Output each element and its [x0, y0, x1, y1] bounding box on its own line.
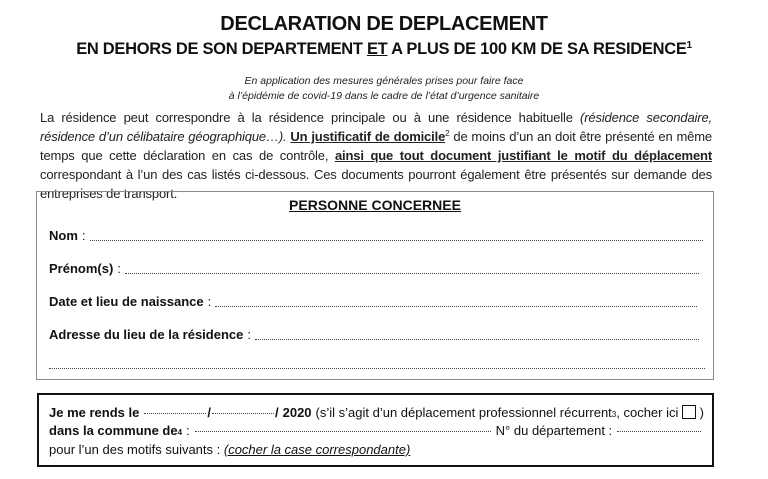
prenom-field[interactable]: [49, 260, 699, 278]
justificatif-motif: ainsi que tout document justifiant le motif du déplacement: [334, 148, 713, 163]
recurrent-text: (s’il s’agit d’un déplacement professionnel récurrent: [315, 405, 612, 420]
motifs-hint: (cocher la case correspondante): [223, 442, 411, 457]
departement-label: N° du département :: [495, 423, 613, 438]
adresse-input-line2[interactable]: [49, 367, 705, 369]
field-separator: :: [247, 327, 251, 342]
motifs-row: [49, 441, 704, 459]
date-label: Je me rends le: [49, 405, 140, 420]
motifs-text: pour l’un des motifs suivants :: [49, 442, 224, 457]
commune-separator: :: [186, 423, 190, 438]
subtitle-underlined: ET: [366, 40, 388, 58]
year-value: 2020: [282, 405, 312, 420]
footnote-ref: 2: [445, 129, 450, 138]
recurrent-checkbox[interactable]: [682, 405, 695, 419]
subtitle-part2: A PLUS DE 100 KM DE SA RESIDENCE: [387, 40, 687, 58]
field-separator: :: [117, 261, 121, 276]
field-separator: :: [81, 228, 86, 243]
field-label: Adresse du lieu de la résidence: [49, 327, 244, 342]
date-slash: /: [207, 405, 211, 420]
date-slash: /: [274, 405, 279, 420]
intro-paragraph: [40, 108, 712, 203]
month-input[interactable]: [212, 412, 274, 414]
justificatif-domicile: Un justificatif de domicile: [290, 129, 446, 144]
legal-note-line1: En application des mesures générales prises pour faire face: [244, 75, 524, 87]
adresse-field[interactable]: [49, 326, 699, 344]
commune-label: dans la commune de: [49, 423, 178, 438]
prenom-input-line[interactable]: [125, 272, 699, 274]
document-title: DECLARATION DE DEPLACEMENT: [220, 13, 548, 35]
nom-input-line[interactable]: [90, 239, 703, 241]
adresse-field-line2[interactable]: [49, 355, 705, 373]
field-label: Nom: [49, 228, 78, 243]
legal-note-line2: à l’épidémie de covid-19 dans le cadre de l’état d’urgence sanitaire: [228, 90, 540, 102]
personne-concernee-section: [36, 191, 714, 380]
recurrent-tail: , cocher ici: [616, 405, 679, 420]
intro-text: correspondant à l’un des cas listés ci-dessous. Ces documents pourront également être présentés sur demande des entreprises de transport.: [40, 167, 712, 201]
intro-text: La résidence peut correspondre à la résidence principale ou à une résidence habituelle: [40, 110, 581, 125]
nom-field[interactable]: [49, 227, 703, 245]
field-separator: :: [207, 294, 212, 309]
subtitle-part1: EN DEHORS DE SON DEPARTEMENT: [76, 40, 367, 58]
footnote-ref: 1: [686, 40, 692, 51]
intro-text: de moins d’un an doit être présenté en même temps que cette déclaration en cas de contrôle,: [40, 129, 713, 163]
field-label: Prénom(s): [49, 261, 114, 276]
field-label: Date et lieu de naissance: [49, 294, 204, 309]
deplacement-section: [37, 393, 714, 467]
document-subtitle: [0, 38, 768, 60]
day-input[interactable]: [144, 412, 206, 414]
naissance-field[interactable]: [49, 293, 697, 311]
naissance-input-line[interactable]: [215, 305, 697, 307]
close-paren: ): [699, 405, 705, 420]
commune-input[interactable]: [195, 430, 491, 432]
legal-note: [0, 74, 768, 104]
commune-row: dans la commune de 4 : N° du département :: [49, 422, 704, 440]
departement-input[interactable]: [617, 430, 701, 432]
intro-italic: (résidence secondaire, résidence d’un célibataire géographique…).: [40, 110, 712, 144]
date-row: Je me rends le / / 2020 (s’il s’agit d’un déplacement professionnel récurrent 3 , cocher ici ): [49, 405, 705, 420]
adresse-input-line[interactable]: [255, 338, 699, 340]
section-title: PERSONNE CONCERNEE: [289, 197, 461, 213]
